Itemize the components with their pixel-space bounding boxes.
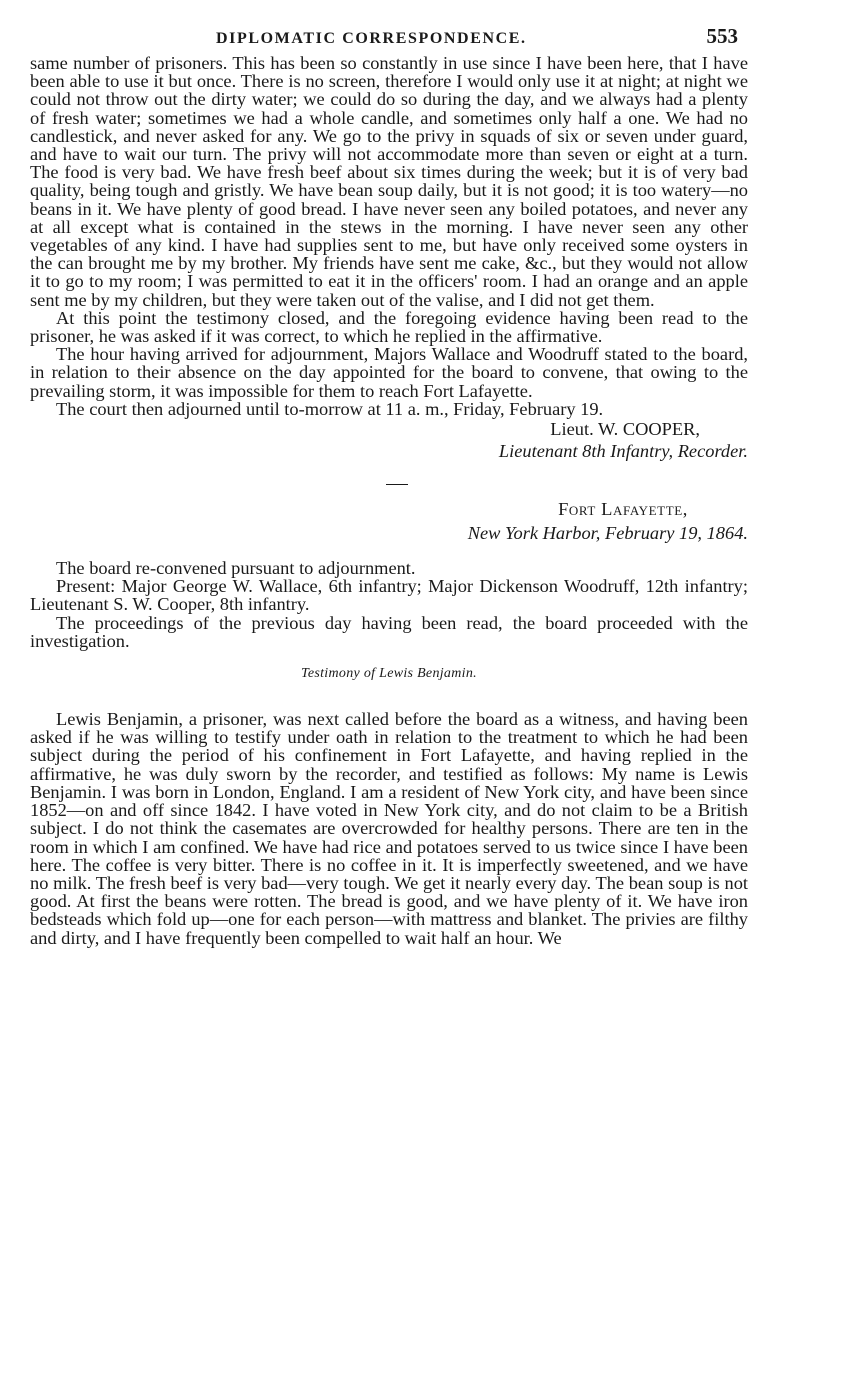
paragraph-proceedings: The proceedings of the previous day having been read, the board proceeded with the investigation. [30,612,748,651]
dateline-location-date: New York Harbor, February 19, 1864. [467,523,748,544]
signature-name: Lieut. W. COOPER, [550,419,700,440]
paragraph-reconvened: The board re-convened pursuant to adjournment. [56,558,416,579]
running-header [30,22,748,54]
paragraph-benjamin-testimony: Lewis Benjamin, a prisoner, was next called before the board as a witness, and having been asked if he was willing to testify under oath in relation to the treatment to which he had been subject during the period of his confinement in Fort Lafayette, and having replied in the affirmative, he was duly sworn by the recorder, and testified as follows: My name is Lewis Benjamin. I was born in London, England. I am a resident of New York city, and have been since 1852—on and off since 1842. I have voted in New York city, and do not claim to be a British subject. I do not think the casemates are overcrowded for healthy persons. There are ten in the room in which I am confined. We have had rice and potatoes served to us twice since I have been here. The coffee is very bitter. There is no coffee in it. It is imperfectly sweetened, and we have no milk. The fresh beef is very bad—very tough. We get it nearly every day. The bean soup is not good. At first the beans were rotten. The bread is good, and we have plenty of it. We have iron bedsteads which fold up—one for each person—with mattress and blanket. The privies are filthy and dirty, and I have frequently been compelled to wait half an hour. We [30,709,748,948]
body-text [30,54,748,418]
session-text [30,559,748,650]
page-number: 553 [706,24,738,48]
paragraph-testimony-closed: At this point the testimony closed, and the foregoing evidence having been read to the prisoner, he was asked if it was correct, to which he replied in the affirmative. [30,307,748,347]
dateline-place: Fort Lafayette, [558,499,688,520]
section-heading: Testimony of Lewis Benjamin. [301,666,477,682]
paragraph-court-adjourned: The court then adjourned until to-morrow at 11 a. m., Friday, February 19. [56,398,604,419]
running-title: DIPLOMATIC CORRESPONDENCE. [216,30,527,47]
paragraph-adjournment: The hour having arrived for adjournment, Majors Wallace and Woodruff stated to the board, in relation to their absence on the day appointed for the board to convene, that owing to the prevailing storm, it was impossible for them to reach Fort Lafayette. [30,344,748,401]
paragraph-present: Present: Major George W. Wallace, 6th infantry; Major Dickenson Woodruff, 12th infantry; Lieutenant S. W. Cooper, 8th infantry. [30,576,748,615]
dateline [30,497,748,545]
document-page [30,22,748,947]
testimony-text [30,710,748,947]
section-divider [386,484,408,485]
paragraph-continued: same number of prisoners. This has been so constantly in use since I have been here, that I have been able to use it but once. There is no screen, therefore I would only use it at night; at night we could not throw out the dirty water; we could do so during the day, and we always had a plenty of fresh water; sometimes we had a whole candle, and sometimes only half a one. We had no candlestick, and never asked for any. We go to the privy in squads of six or seven under guard, and have to wait our turn. The privy will not accommodate more than seven or eight at a turn. The food is very bad. We have fresh beef about six times during the week; but it is of very bad quality, being tough and gristly. We have bean soup daily, but it is not good; it is too watery—no beans in it. We have plenty of good bread. I have never seen any boiled potatoes, and never any at all except what is contained in the stews in the morning. I have never seen any other vegetables of any kind. I have had supplies sent to me, but have only received some oysters in the can brought me by my brother. My friends have sent me cake, &c., but they would not allow it to go to my room; I was permitted to eat it in the officers' room. I had an orange and an apple sent me by my children, but they were taken out of the valise, and I did not get them. [30,53,748,310]
signature-block [30,418,748,462]
signature-rank: Lieutenant 8th Infantry, Recorder. [498,441,748,462]
